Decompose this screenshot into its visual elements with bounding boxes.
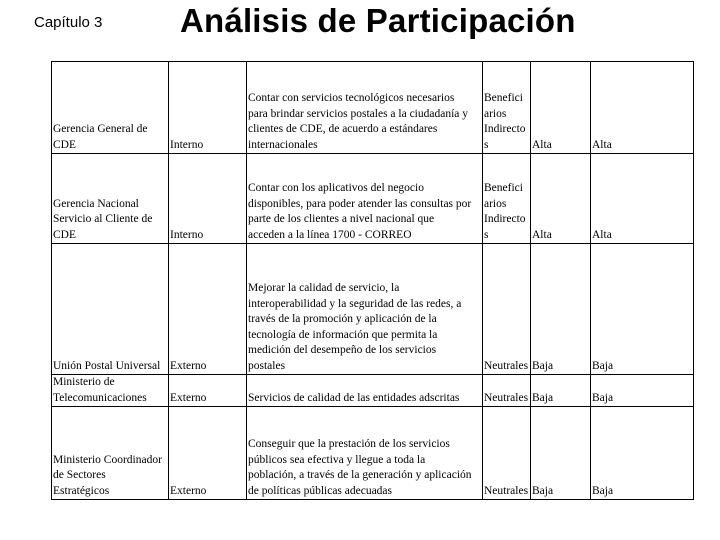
interest-line: través de la promoción y aplicación de la: [248, 313, 437, 325]
actor-cell: [52, 375, 169, 407]
importance-cell: Baja: [591, 244, 694, 375]
beneficiary-line: arios: [484, 197, 507, 210]
actor-line: de Sectores: [53, 469, 106, 481]
interest-line: Mejorar la calidad de servicio, la: [248, 282, 400, 294]
actor-cell: [52, 244, 169, 375]
type-cell: Externo: [169, 244, 247, 375]
beneficiary-line: Benefici: [484, 92, 523, 104]
interest-line: parte de los clientes a nivel nacional que: [248, 213, 435, 225]
type-cell: Externo: [169, 407, 247, 500]
beneficiary-cell: [483, 244, 531, 375]
interest-line: internacionales: [248, 138, 318, 151]
interest-line: Conseguir que la prestación de los servicios: [248, 438, 450, 450]
actor-line: Estratégicos: [53, 484, 110, 497]
interest-line: Contar con los aplicativos del negocio: [248, 182, 424, 194]
actor-line: CDE: [53, 138, 76, 151]
beneficiary-line: s: [484, 138, 489, 151]
beneficiary-line: Benefici: [484, 182, 523, 194]
influence-cell: Alta: [531, 154, 591, 244]
beneficiary-line: Indirecto: [484, 123, 526, 135]
influence-cell: Baja: [531, 244, 591, 375]
interest-cell: [247, 154, 483, 244]
influence-cell: Baja: [531, 407, 591, 500]
importance-cell: Baja: [591, 407, 694, 500]
influence-cell: Alta: [531, 62, 591, 154]
participation-table: [51, 61, 694, 500]
beneficiary-line: arios: [484, 107, 507, 120]
interest-cell: [247, 407, 483, 500]
actor-line: Gerencia Nacional: [53, 197, 139, 210]
type-cell: Interno: [169, 62, 247, 154]
interest-line: interoperabilidad y la seguridad de las redes, a: [248, 297, 462, 310]
beneficiary-line: Neutrales: [484, 484, 529, 497]
interest-line: postales: [248, 359, 286, 372]
actor-cell: [52, 62, 169, 154]
interest-line: acceden a la línea 1700 - CORREO: [248, 228, 412, 241]
actor-line: Ministerio Coordinador: [53, 453, 162, 466]
interest-line: Servicios de calidad de las entidades adscritas: [248, 391, 460, 404]
interest-line: para brindar servicios postales a la ciudadanía y: [248, 107, 469, 120]
actor-line: CDE: [53, 228, 76, 241]
table-row: [52, 154, 694, 244]
beneficiary-cell: [483, 62, 531, 154]
beneficiary-line: Indirecto: [484, 213, 526, 225]
influence-cell: Baja: [531, 375, 591, 407]
beneficiary-cell: [483, 375, 531, 407]
chapter-label: Capítulo 3: [34, 14, 103, 31]
importance-cell: Baja: [591, 375, 694, 407]
importance-cell: Alta: [591, 154, 694, 244]
table-row: [52, 407, 694, 500]
beneficiary-line: Neutrales: [484, 359, 529, 372]
type-cell: Interno: [169, 154, 247, 244]
actor-line: Gerencia General de: [53, 123, 148, 135]
interest-line: clientes de CDE, de acuerdo a estándares: [248, 123, 438, 135]
table-row: [52, 244, 694, 375]
page-title: Análisis de Participación: [180, 2, 576, 39]
actor-cell: [52, 407, 169, 500]
beneficiary-line: Neutrales: [484, 391, 529, 404]
interest-cell: [247, 244, 483, 375]
actor-line: Servicio al Cliente de: [53, 213, 153, 225]
table-row: [52, 62, 694, 154]
actor-line: Telecomunicaciones: [53, 391, 147, 404]
interest-line: disponibles, para poder atender las consultas por: [248, 197, 472, 210]
actor-line: Ministerio de: [53, 376, 115, 388]
interest-line: Contar con servicios tecnológicos necesarios: [248, 92, 455, 104]
interest-line: población, a través de la generación y aplicación: [248, 469, 472, 481]
type-cell: Externo: [169, 375, 247, 407]
beneficiary-cell: [483, 154, 531, 244]
beneficiary-cell: [483, 407, 531, 500]
importance-cell: Alta: [591, 62, 694, 154]
beneficiary-line: s: [484, 228, 489, 241]
interest-line: medición del desempeño de los servicios: [248, 344, 437, 356]
interest-line: de políticas públicas adecuadas: [248, 484, 393, 497]
interest-cell: [247, 375, 483, 407]
interest-cell: [247, 62, 483, 154]
actor-line: Unión Postal Universal: [53, 359, 161, 372]
interest-line: tecnología de información que permita la: [248, 328, 438, 341]
table-row: [52, 375, 694, 407]
actor-cell: [52, 154, 169, 244]
interest-line: públicos sea efectiva y llegue a toda la: [248, 453, 426, 466]
